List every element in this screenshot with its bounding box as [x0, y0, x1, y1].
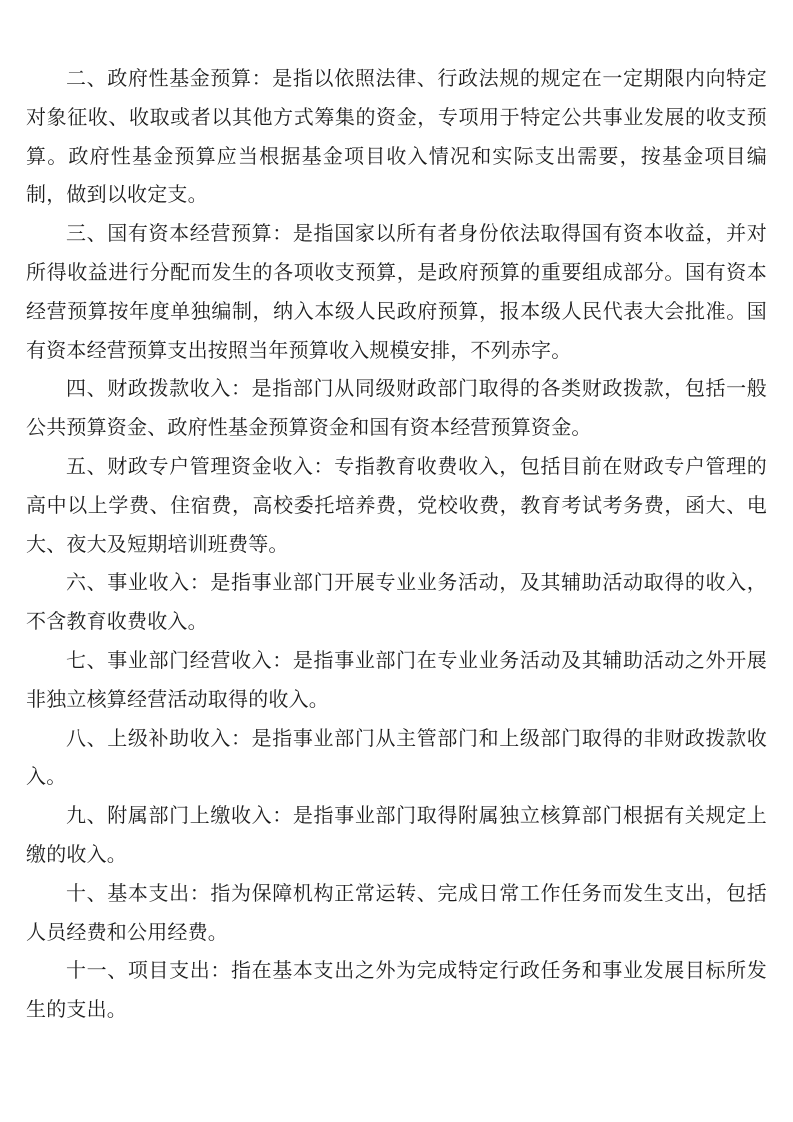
paragraph-term-3-state-capital-operating-budget: 三、国有资本经营预算：是指国家以所有者身份依法取得国有资本收益，并对所得收益进行分配而发生的各项收支预算，是政府预算的重要组成部分。国有资本经营预算按年度单独编制，纳入本级人民政府预算，报本级人民代表大会批准。国有资本经营预算支出按照当年预算收入规模安排，不列赤字。	[26, 223, 767, 362]
paragraph-term-2-government-fund-budget: 二、政府性基金预算：是指以依照法律、行政法规的规定在一定期限内向特定对象征收、收取或者以其他方式筹集的资金，专项用于特定公共事业发展的收支预算。政府性基金预算应当根据基金项目收入情况和实际支出需要，按基金项目编制，做到以收定支。	[26, 68, 767, 207]
document-text-block	[26, 60, 767, 1030]
paragraph-term-5-fiscal-special-account-funds: 五、财政专户管理资金收入：专指教育收费收入，包括目前在财政专户管理的高中以上学费、住宿费，高校委托培养费，党校收费，教育考试考务费，函大、电大、夜大及短期培训班费等。	[26, 455, 767, 556]
paragraph-term-10-basic-expenditure: 十、基本支出：指为保障机构正常运转、完成日常工作任务而发生支出，包括人员经费和公用经费。	[26, 882, 767, 944]
paragraph-term-4-fiscal-appropriation-income: 四、财政拨款收入：是指部门从同级财政部门取得的各类财政拨款，包括一般公共预算资金、政府性基金预算资金和国有资本经营预算资金。	[26, 378, 767, 440]
paragraph-term-8-superior-subsidy-income: 八、上级补助收入：是指事业部门从主管部门和上级部门取得的非财政拨款收入。	[26, 727, 767, 789]
paragraph-term-11-project-expenditure: 十一、项目支出：指在基本支出之外为完成特定行政任务和事业发展目标所发生的支出。	[26, 960, 767, 1022]
paragraph-term-9-subordinate-remitted-income: 九、附属部门上缴收入：是指事业部门取得附属独立核算部门根据有关规定上缴的收入。	[26, 805, 767, 866]
paragraph-term-7-business-operating-income: 七、事业部门经营收入：是指事业部门在专业业务活动及其辅助活动之外开展非独立核算经营活动取得的收入。	[26, 649, 767, 711]
paragraph-term-6-operational-income: 六、事业收入：是指事业部门开展专业业务活动，及其辅助活动取得的收入，不含教育收费收入。	[26, 572, 767, 634]
